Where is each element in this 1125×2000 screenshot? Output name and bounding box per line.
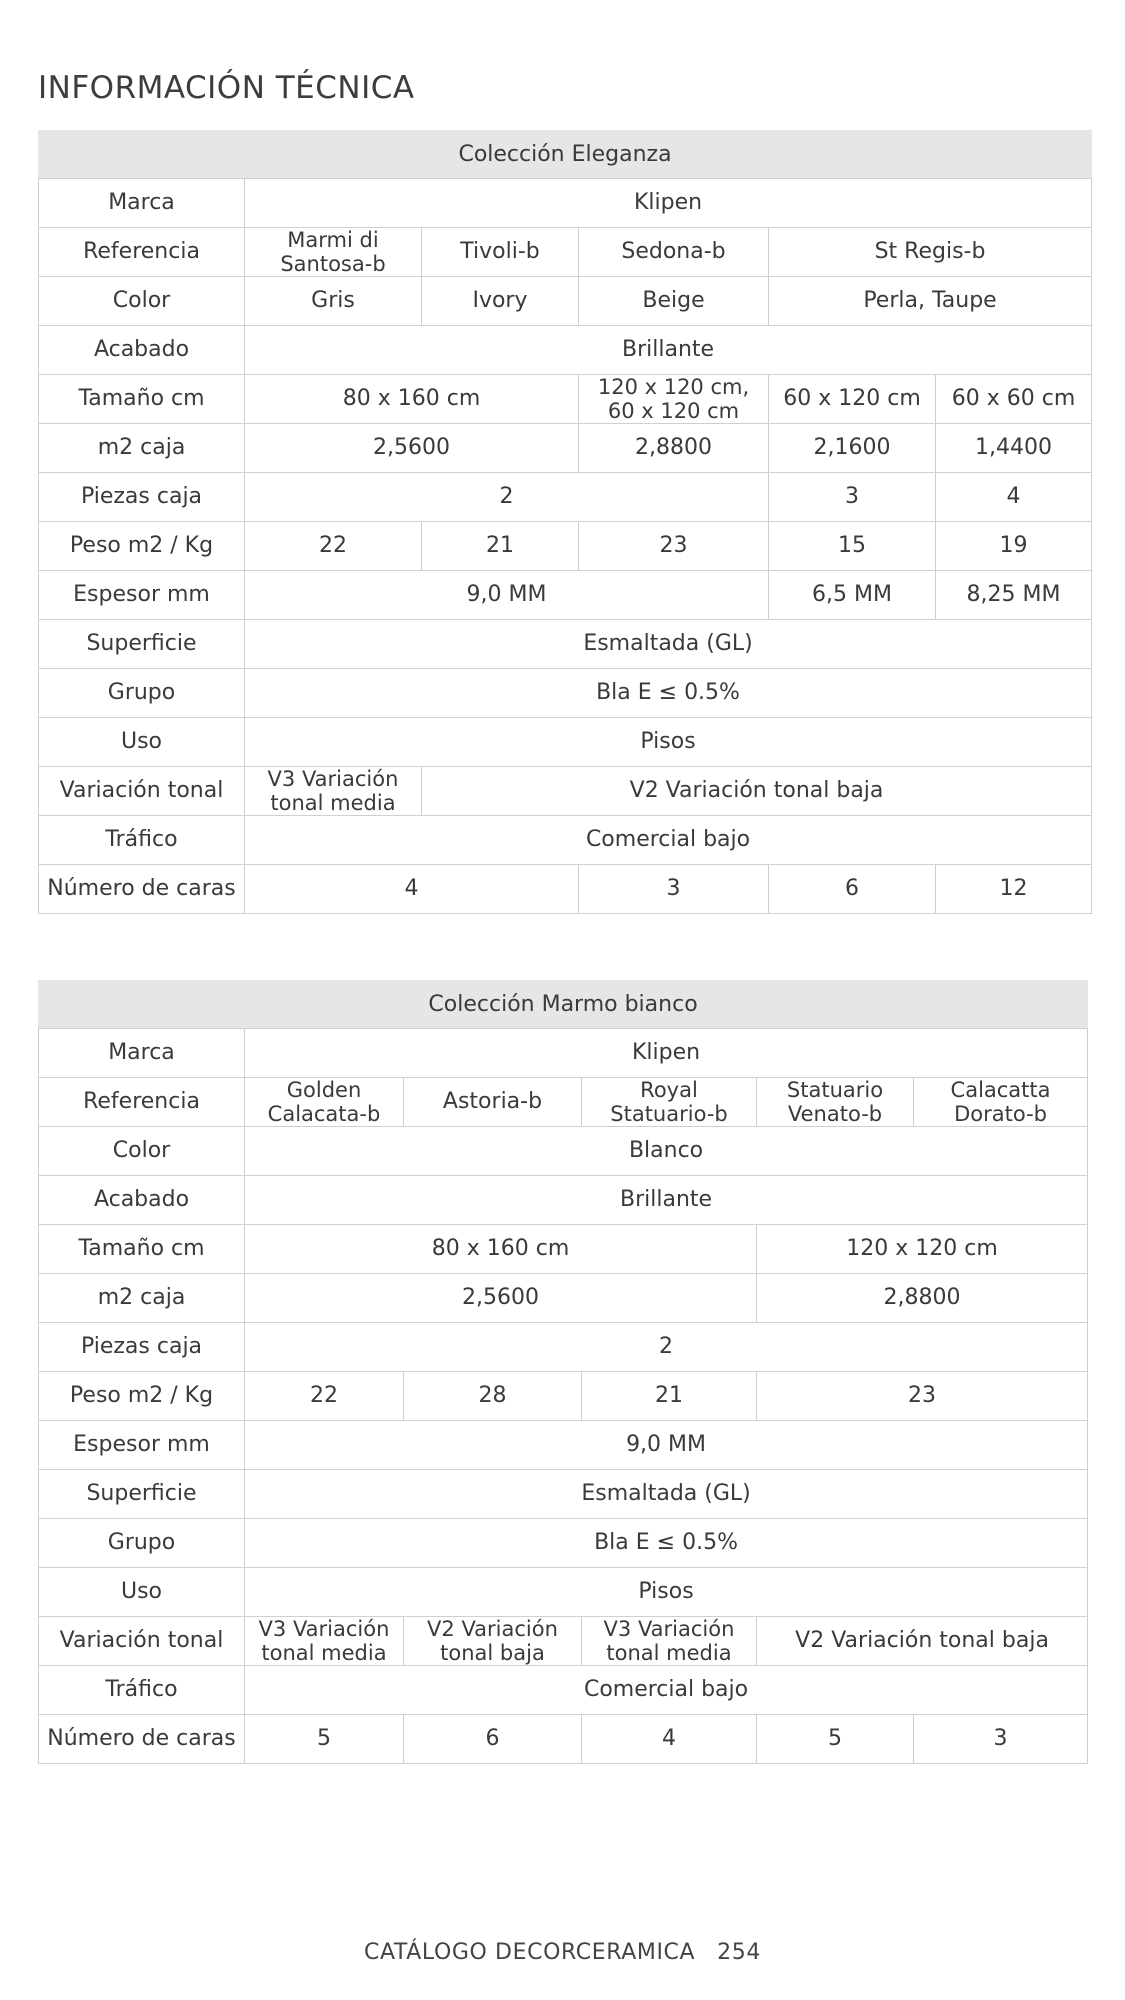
cell-value: 6,5 MM bbox=[769, 571, 936, 620]
cell-value: 2,5600 bbox=[245, 1274, 757, 1323]
cell-value: Sedona-b bbox=[579, 228, 769, 277]
cell-value: Statuario Venato-b bbox=[757, 1078, 914, 1127]
row-label: Piezas caja bbox=[39, 1323, 245, 1372]
cell-value: Brillante bbox=[245, 326, 1092, 375]
cell-value: 9,0 MM bbox=[245, 1421, 1088, 1470]
table-row bbox=[39, 1029, 1088, 1078]
table-row bbox=[39, 1078, 1088, 1127]
cell-value: V3 Variación tonal media bbox=[245, 767, 422, 816]
table-row bbox=[39, 1127, 1088, 1176]
row-label: Variación tonal bbox=[39, 767, 245, 816]
eleganza-table bbox=[38, 130, 1092, 914]
cell-value: V2 Variación tonal baja bbox=[404, 1617, 582, 1666]
cell-value: 4 bbox=[936, 473, 1092, 522]
row-label: Tamaño cm bbox=[39, 1225, 245, 1274]
row-label: Superficie bbox=[39, 620, 245, 669]
table-row bbox=[39, 865, 1092, 914]
cell-value: 2,5600 bbox=[245, 424, 579, 473]
cell-value: Ivory bbox=[422, 277, 579, 326]
collection-title: Colección Marmo bianco bbox=[39, 981, 1088, 1029]
table-row bbox=[39, 326, 1092, 375]
row-label: Espesor mm bbox=[39, 1421, 245, 1470]
cell-value: Perla, Taupe bbox=[769, 277, 1092, 326]
row-label: m2 caja bbox=[39, 424, 245, 473]
row-label: Marca bbox=[39, 179, 245, 228]
table-title-row bbox=[39, 131, 1092, 179]
table-title-row bbox=[39, 981, 1088, 1029]
table-row bbox=[39, 1715, 1088, 1764]
table-row bbox=[39, 1372, 1088, 1421]
cell-value: Esmaltada (GL) bbox=[245, 1470, 1088, 1519]
cell-value: Royal Statuario-b bbox=[582, 1078, 757, 1127]
cell-value: 2 bbox=[245, 473, 769, 522]
cell-value: 3 bbox=[579, 865, 769, 914]
cell-value: 23 bbox=[757, 1372, 1088, 1421]
cell-value: Klipen bbox=[245, 179, 1092, 228]
table-row bbox=[39, 1323, 1088, 1372]
cell-value: Comercial bajo bbox=[245, 1666, 1088, 1715]
table-row bbox=[39, 1617, 1088, 1666]
row-label: Piezas caja bbox=[39, 473, 245, 522]
cell-value: Beige bbox=[579, 277, 769, 326]
cell-value: 2,1600 bbox=[769, 424, 936, 473]
row-label: Color bbox=[39, 277, 245, 326]
cell-value: 28 bbox=[404, 1372, 582, 1421]
table-row bbox=[39, 1225, 1088, 1274]
cell-value: 5 bbox=[245, 1715, 404, 1764]
cell-value: 21 bbox=[422, 522, 579, 571]
table-row bbox=[39, 473, 1092, 522]
table-row bbox=[39, 571, 1092, 620]
table-row bbox=[39, 228, 1092, 277]
row-label: Espesor mm bbox=[39, 571, 245, 620]
cell-value: Astoria-b bbox=[404, 1078, 582, 1127]
table-row bbox=[39, 1568, 1088, 1617]
cell-value: Pisos bbox=[245, 718, 1092, 767]
cell-value: Calacatta Dorato-b bbox=[914, 1078, 1088, 1127]
cell-value: 3 bbox=[914, 1715, 1088, 1764]
row-label: Número de caras bbox=[39, 865, 245, 914]
table-row bbox=[39, 1519, 1088, 1568]
table-row bbox=[39, 1666, 1088, 1715]
cell-value: Blanco bbox=[245, 1127, 1088, 1176]
cell-value: Marmi di Santosa-b bbox=[245, 228, 422, 277]
row-label: Marca bbox=[39, 1029, 245, 1078]
page-title: INFORMACIÓN TÉCNICA bbox=[38, 70, 415, 106]
cell-value: 8,25 MM bbox=[936, 571, 1092, 620]
page-number: 254 bbox=[717, 1940, 761, 1965]
cell-value: V2 Variación tonal baja bbox=[757, 1617, 1088, 1666]
cell-value: V3 Variación tonal media bbox=[245, 1617, 404, 1666]
collection-title: Colección Eleganza bbox=[39, 131, 1092, 179]
cell-value: 80 x 160 cm bbox=[245, 375, 579, 424]
cell-value: 4 bbox=[582, 1715, 757, 1764]
table-row bbox=[39, 522, 1092, 571]
cell-value: 2,8800 bbox=[757, 1274, 1088, 1323]
cell-value: Gris bbox=[245, 277, 422, 326]
table-row bbox=[39, 1421, 1088, 1470]
cell-value: 9,0 MM bbox=[245, 571, 769, 620]
row-label: Tráfico bbox=[39, 816, 245, 865]
row-label: Peso m2 / Kg bbox=[39, 522, 245, 571]
cell-value: 1,4400 bbox=[936, 424, 1092, 473]
table-row bbox=[39, 718, 1092, 767]
row-label: Número de caras bbox=[39, 1715, 245, 1764]
row-label: Acabado bbox=[39, 326, 245, 375]
cell-value: Klipen bbox=[245, 1029, 1088, 1078]
cell-value: 12 bbox=[936, 865, 1092, 914]
cell-value: 21 bbox=[582, 1372, 757, 1421]
cell-value: 60 x 60 cm bbox=[936, 375, 1092, 424]
table-row bbox=[39, 424, 1092, 473]
row-label: Peso m2 / Kg bbox=[39, 1372, 245, 1421]
cell-value: Pisos bbox=[245, 1568, 1088, 1617]
cell-value: 5 bbox=[757, 1715, 914, 1764]
table-row bbox=[39, 179, 1092, 228]
cell-value: 80 x 160 cm bbox=[245, 1225, 757, 1274]
row-label: Acabado bbox=[39, 1176, 245, 1225]
table-row bbox=[39, 620, 1092, 669]
row-label: Grupo bbox=[39, 1519, 245, 1568]
cell-value: 2,8800 bbox=[579, 424, 769, 473]
page-footer bbox=[0, 1940, 1125, 1965]
cell-value: 4 bbox=[245, 865, 579, 914]
cell-value: 22 bbox=[245, 1372, 404, 1421]
cell-value: 23 bbox=[579, 522, 769, 571]
row-label: Color bbox=[39, 1127, 245, 1176]
row-label: Referencia bbox=[39, 1078, 245, 1127]
table-row bbox=[39, 669, 1092, 718]
row-label: m2 caja bbox=[39, 1274, 245, 1323]
cell-value: 6 bbox=[769, 865, 936, 914]
cell-value: Comercial bajo bbox=[245, 816, 1092, 865]
cell-value: V2 Variación tonal baja bbox=[422, 767, 1092, 816]
cell-value: 60 x 120 cm bbox=[769, 375, 936, 424]
table-row bbox=[39, 1176, 1088, 1225]
cell-value: 120 x 120 cm, 60 x 120 cm bbox=[579, 375, 769, 424]
cell-value: Bla E ≤ 0.5% bbox=[245, 1519, 1088, 1568]
row-label: Superficie bbox=[39, 1470, 245, 1519]
row-label: Variación tonal bbox=[39, 1617, 245, 1666]
cell-value: 19 bbox=[936, 522, 1092, 571]
row-label: Uso bbox=[39, 1568, 245, 1617]
cell-value: Golden Calacata-b bbox=[245, 1078, 404, 1127]
table-row bbox=[39, 767, 1092, 816]
row-label: Tráfico bbox=[39, 1666, 245, 1715]
cell-value: 15 bbox=[769, 522, 936, 571]
row-label: Uso bbox=[39, 718, 245, 767]
cell-value: 120 x 120 cm bbox=[757, 1225, 1088, 1274]
row-label: Referencia bbox=[39, 228, 245, 277]
cell-value: St Regis-b bbox=[769, 228, 1092, 277]
row-label: Grupo bbox=[39, 669, 245, 718]
cell-value: 2 bbox=[245, 1323, 1088, 1372]
footer-catalog-name: CATÁLOGO DECORCERAMICA bbox=[364, 1940, 696, 1965]
cell-value: Brillante bbox=[245, 1176, 1088, 1225]
marmo-bianco-table bbox=[38, 980, 1088, 1764]
table-row bbox=[39, 1274, 1088, 1323]
cell-value: 3 bbox=[769, 473, 936, 522]
row-label: Tamaño cm bbox=[39, 375, 245, 424]
cell-value: Bla E ≤ 0.5% bbox=[245, 669, 1092, 718]
cell-value: 22 bbox=[245, 522, 422, 571]
cell-value: Tivoli-b bbox=[422, 228, 579, 277]
table-row bbox=[39, 816, 1092, 865]
cell-value: 6 bbox=[404, 1715, 582, 1764]
table-row bbox=[39, 277, 1092, 326]
cell-value: V3 Variación tonal media bbox=[582, 1617, 757, 1666]
table-row bbox=[39, 1470, 1088, 1519]
table-row bbox=[39, 375, 1092, 424]
cell-value: Esmaltada (GL) bbox=[245, 620, 1092, 669]
